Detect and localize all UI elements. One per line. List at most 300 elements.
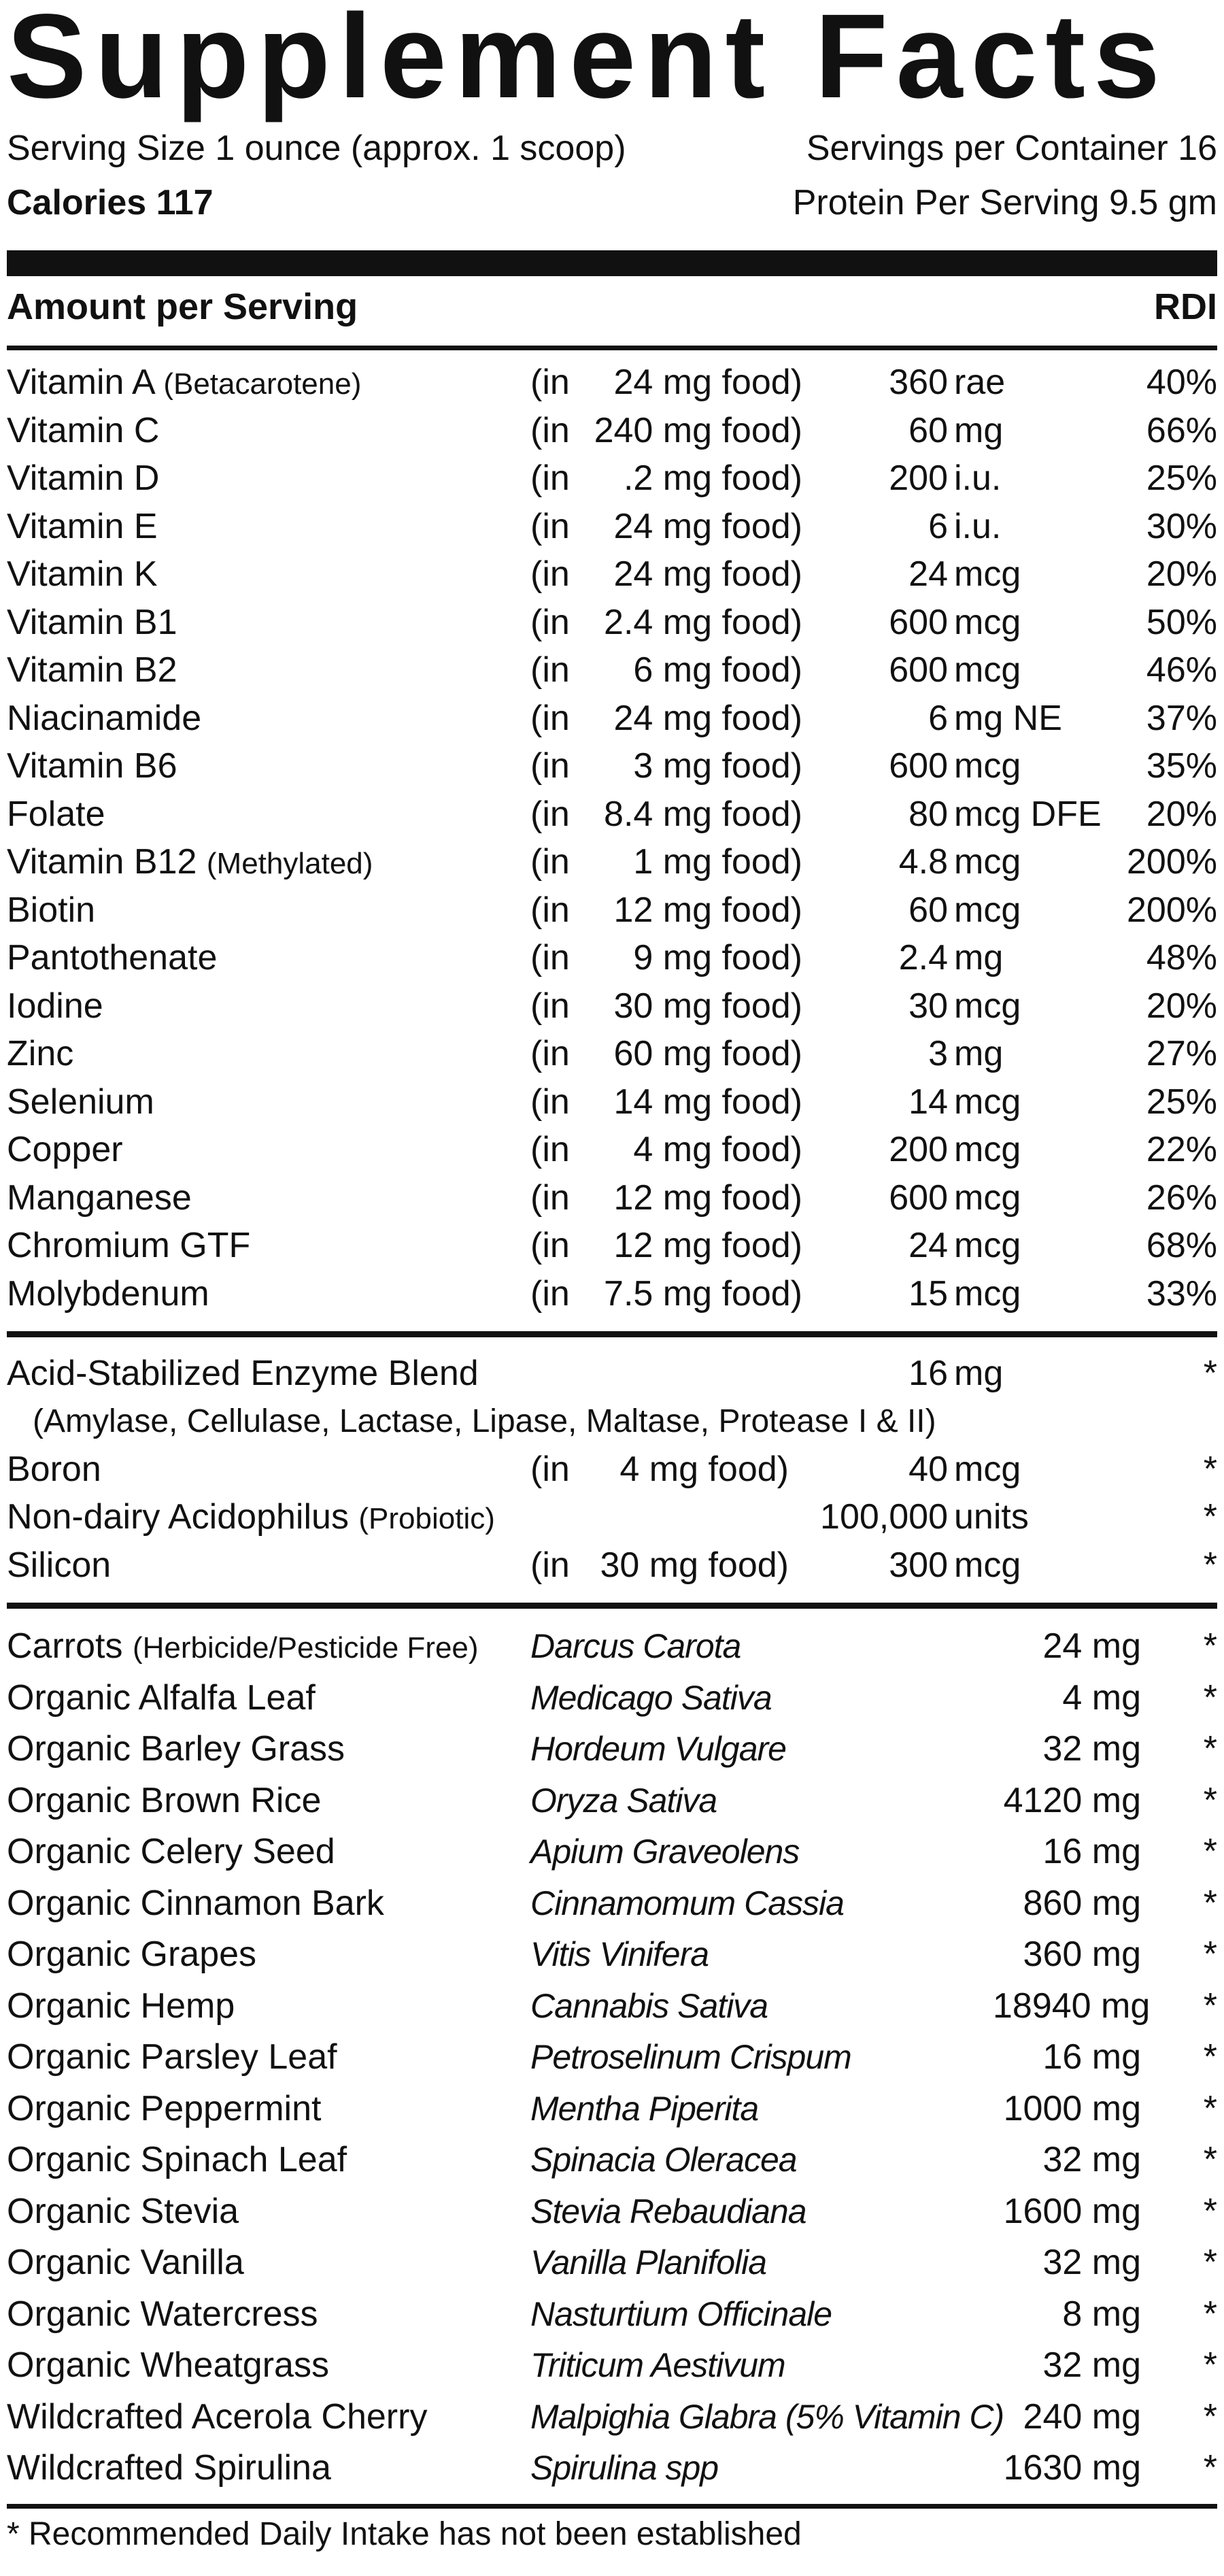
nutrient-row bbox=[7, 1445, 1217, 1494]
enzyme-detail: (Amylase, Cellulase, Lactase, Lipase, Maltase, Protease I & II) bbox=[33, 1403, 936, 1439]
food-source-prefix: (in bbox=[530, 363, 570, 402]
nutrient-name bbox=[7, 503, 158, 551]
botanical-name bbox=[7, 1775, 321, 1827]
nutrient-unit: i.u. bbox=[954, 458, 1002, 498]
serving-info-row bbox=[7, 121, 1217, 175]
servings-per-container: Servings per Container 16 bbox=[806, 129, 1217, 168]
botanical-amount: 24 mg bbox=[1042, 1626, 1141, 1666]
nutrient-unit: rae bbox=[954, 363, 1006, 402]
food-source bbox=[530, 1078, 802, 1126]
nutrient-name bbox=[7, 1030, 73, 1078]
botanical-rdi: * bbox=[1203, 1935, 1217, 1974]
botanical-row bbox=[7, 2032, 1217, 2084]
botanical-name bbox=[7, 2186, 239, 2238]
nutrient-name-text: Vitamin K bbox=[7, 554, 158, 594]
nutrient-amount: 2.4 bbox=[898, 938, 948, 977]
botanical-name bbox=[7, 2340, 329, 2392]
calories: Calories 117 bbox=[7, 183, 214, 222]
nutrient-rdi: 20% bbox=[1146, 986, 1217, 1026]
nutrient-name-text: Chromium GTF bbox=[7, 1226, 251, 1265]
food-source-prefix: (in bbox=[530, 650, 570, 690]
botanical-name bbox=[7, 2237, 244, 2289]
vitamins-section bbox=[7, 358, 1217, 1318]
nutrient-name bbox=[7, 1126, 123, 1174]
food-source-amount: 240 mg food) bbox=[594, 410, 802, 450]
botanical-latin-name: Hordeum Vulgare bbox=[530, 1730, 786, 1768]
nutrient-rdi: 35% bbox=[1146, 746, 1217, 786]
nutrient-name bbox=[7, 599, 177, 647]
amount-per-serving-label: Amount per Serving bbox=[7, 286, 358, 327]
nutrient-row bbox=[7, 1126, 1217, 1174]
botanical-rdi: * bbox=[1203, 1626, 1217, 1666]
food-source bbox=[530, 550, 802, 599]
botanical-rdi: * bbox=[1203, 1677, 1217, 1718]
protein-per-serving: Protein Per Serving 9.5 gm bbox=[792, 183, 1217, 222]
nutrient-name: Acid-Stabilized Enzyme Blend bbox=[7, 1354, 479, 1393]
nutrient-row bbox=[7, 742, 1217, 790]
nutrient-rdi: 200% bbox=[1127, 890, 1217, 930]
botanical-name bbox=[7, 2392, 427, 2443]
nutrient-name-text: Vitamin E bbox=[7, 506, 158, 546]
botanical-name-text: Organic Celery Seed bbox=[7, 1832, 335, 1871]
food-source-amount: 2.4 mg food) bbox=[604, 602, 802, 642]
nutrient-rdi: 66% bbox=[1146, 410, 1217, 450]
nutrient-name-text: Pantothenate bbox=[7, 938, 218, 977]
nutrient-row bbox=[7, 982, 1217, 1031]
nutrient-rdi: 68% bbox=[1146, 1226, 1217, 1265]
food-source-amount: 60 mg food) bbox=[613, 1034, 802, 1073]
footnote: * Recommended Daily Intake has not been established bbox=[7, 2515, 802, 2552]
food-source bbox=[530, 934, 802, 982]
nutrient-unit: mg bbox=[954, 938, 1004, 977]
botanical-rdi: * bbox=[1203, 2191, 1217, 2231]
nutrient-row bbox=[7, 1541, 1217, 1590]
food-source-amount: 24 mg food) bbox=[613, 554, 802, 594]
food-source-amount: 1 mg food) bbox=[633, 842, 802, 882]
nutrient-rdi: 30% bbox=[1146, 506, 1217, 546]
nutrient-name bbox=[7, 1493, 495, 1543]
botanical-note: (Herbicide/Pesticide Free) bbox=[132, 1631, 479, 1665]
botanical-latin-name: Stevia Rebaudiana bbox=[530, 2192, 806, 2230]
botanical-rdi: * bbox=[1203, 1883, 1217, 1923]
nutrient-unit: mcg bbox=[954, 1082, 1021, 1122]
nutrient-amount: 300 bbox=[889, 1545, 948, 1585]
botanical-name bbox=[7, 2084, 321, 2135]
botanical-amount: 4120 mg bbox=[1003, 1780, 1141, 1820]
nutrient-amount: 200 bbox=[889, 458, 948, 498]
botanical-name bbox=[7, 1826, 335, 1878]
food-source-amount: .2 mg food) bbox=[623, 458, 802, 498]
food-source bbox=[530, 1030, 802, 1078]
nutrient-rdi: * bbox=[1203, 1354, 1217, 1393]
nutrient-name bbox=[7, 886, 95, 935]
food-source-prefix: (in bbox=[530, 842, 570, 882]
nutrient-unit: mcg bbox=[954, 986, 1021, 1026]
nutrient-unit: i.u. bbox=[954, 506, 1002, 546]
botanical-rdi: * bbox=[1203, 2088, 1217, 2128]
nutrient-rdi: 26% bbox=[1146, 1177, 1217, 1218]
food-source bbox=[530, 886, 802, 935]
botanical-amount: 32 mg bbox=[1042, 2345, 1141, 2385]
botanical-amount: 860 mg bbox=[1023, 1883, 1141, 1923]
botanical-row bbox=[7, 2186, 1217, 2238]
botanical-latin-name: Apium Graveolens bbox=[530, 1833, 800, 1871]
food-source-prefix: (in bbox=[530, 986, 570, 1026]
nutrient-rdi: 25% bbox=[1146, 458, 1217, 498]
nutrient-name bbox=[7, 1445, 101, 1494]
botanical-rdi: * bbox=[1203, 1780, 1217, 1820]
botanical-name-text: Organic Alfalfa Leaf bbox=[7, 1677, 316, 1718]
nutrient-row bbox=[7, 695, 1217, 743]
food-source-prefix: (in bbox=[530, 1034, 570, 1073]
food-source bbox=[530, 695, 802, 743]
nutrient-unit: mg bbox=[954, 1034, 1004, 1073]
nutrient-row bbox=[7, 790, 1217, 839]
food-source bbox=[530, 454, 802, 503]
nutrient-amount: 600 bbox=[889, 650, 948, 690]
nutrient-name bbox=[7, 1078, 154, 1126]
botanical-rdi: * bbox=[1203, 1832, 1217, 1871]
food-source-prefix: (in bbox=[530, 746, 570, 786]
nutrient-unit: mcg bbox=[954, 746, 1021, 786]
nutrient-amount: 30 bbox=[908, 986, 948, 1026]
food-source-prefix: (in bbox=[530, 794, 570, 834]
botanical-rdi: * bbox=[1203, 2140, 1217, 2179]
nutrient-amount: 60 bbox=[908, 410, 948, 450]
food-source-amount: 14 mg food) bbox=[613, 1082, 802, 1122]
thick-divider bbox=[7, 250, 1217, 276]
rdi-label: RDI bbox=[1154, 286, 1217, 327]
botanical-latin-name: Cannabis Sativa bbox=[530, 1986, 768, 2025]
serving-size: Serving Size 1 ounce (approx. 1 scoop) bbox=[7, 129, 626, 168]
food-source bbox=[530, 790, 802, 839]
food-source bbox=[530, 646, 802, 695]
nutrient-row bbox=[7, 1030, 1217, 1078]
nutrient-amount: 80 bbox=[908, 794, 948, 834]
food-source bbox=[530, 599, 802, 647]
nutrient-rdi: 20% bbox=[1146, 554, 1217, 594]
nutrient-rdi: 200% bbox=[1127, 842, 1217, 882]
botanical-latin-name: Vanilla Planifolia bbox=[530, 2243, 767, 2281]
botanical-amount: 1600 mg bbox=[1003, 2191, 1141, 2231]
botanical-name-text: Organic Hemp bbox=[7, 1986, 235, 2026]
nutrient-name-text: Vitamin B2 bbox=[7, 650, 177, 690]
botanical-row bbox=[7, 1621, 1217, 1673]
botanical-name-text: Carrots bbox=[7, 1626, 123, 1666]
food-source bbox=[530, 1445, 789, 1494]
nutrient-row bbox=[7, 1174, 1217, 1222]
nutrient-unit: units bbox=[954, 1497, 1029, 1537]
nutrient-unit: mcg bbox=[954, 650, 1021, 690]
botanical-name-text: Organic Parsley Leaf bbox=[7, 2037, 337, 2077]
nutrient-amount: 24 bbox=[908, 1226, 948, 1265]
nutrient-name-text: Manganese bbox=[7, 1177, 192, 1218]
nutrient-name bbox=[7, 454, 159, 503]
nutrient-row bbox=[7, 1350, 1217, 1398]
food-source-amount: 12 mg food) bbox=[613, 890, 802, 930]
food-source-amount: 24 mg food) bbox=[613, 363, 802, 402]
nutrient-name bbox=[7, 1541, 111, 1590]
botanical-rdi: * bbox=[1203, 2396, 1217, 2437]
nutrient-name-text: Vitamin D bbox=[7, 458, 160, 498]
botanical-amount: 1630 mg bbox=[1003, 2448, 1141, 2488]
nutrient-name-text: Vitamin B12 bbox=[7, 842, 197, 882]
botanical-row bbox=[7, 1929, 1217, 1981]
botanical-rdi: * bbox=[1203, 2037, 1217, 2077]
nutrient-row bbox=[7, 407, 1217, 455]
nutrient-amount: 360 bbox=[889, 363, 948, 402]
botanical-amount: 8 mg bbox=[1062, 2294, 1141, 2334]
botanical-rdi: * bbox=[1203, 2243, 1217, 2282]
botanical-rdi: * bbox=[1203, 2448, 1217, 2488]
section-divider bbox=[7, 1603, 1217, 1609]
nutrient-name-text: Vitamin A bbox=[7, 363, 154, 402]
botanical-name-text: Wildcrafted Acerola Cherry bbox=[7, 2396, 428, 2437]
nutrient-amount: 60 bbox=[908, 890, 948, 930]
botanical-row bbox=[7, 1775, 1217, 1827]
nutrient-rdi: 50% bbox=[1146, 602, 1217, 642]
nutrient-unit: mcg bbox=[954, 1177, 1021, 1218]
food-source-prefix: (in bbox=[530, 1226, 570, 1265]
botanical-name bbox=[7, 1878, 384, 1930]
nutrient-unit: mg NE bbox=[954, 698, 1062, 738]
food-source bbox=[530, 407, 802, 455]
nutrient-name-text: Folate bbox=[7, 794, 105, 834]
nutrient-row bbox=[7, 358, 1217, 407]
nutrient-row bbox=[7, 1493, 1217, 1541]
nutrient-unit: mcg bbox=[954, 602, 1021, 642]
food-source bbox=[530, 1222, 802, 1270]
nutrient-name bbox=[7, 934, 217, 982]
food-source-amount: 4 mg food) bbox=[633, 1130, 802, 1169]
botanical-rdi: * bbox=[1203, 1986, 1217, 2026]
nutrient-name bbox=[7, 1222, 250, 1270]
botanical-name-text: Organic Cinnamon Bark bbox=[7, 1883, 384, 1923]
nutrient-row bbox=[7, 1222, 1217, 1270]
nutrient-name bbox=[7, 742, 177, 790]
nutrient-name-text: Biotin bbox=[7, 890, 96, 930]
botanical-name-text: Organic Barley Grass bbox=[7, 1729, 345, 1769]
botanical-name-text: Organic Wheatgrass bbox=[7, 2345, 329, 2385]
botanical-latin-name: Medicago Sativa bbox=[530, 1678, 772, 1717]
botanical-row bbox=[7, 2135, 1217, 2186]
botanical-name bbox=[7, 2135, 347, 2186]
botanical-name-text: Organic Stevia bbox=[7, 2191, 239, 2231]
nutrient-rdi: 27% bbox=[1146, 1034, 1217, 1073]
food-source bbox=[530, 1126, 802, 1174]
botanical-latin-name: Spirulina spp bbox=[530, 2449, 719, 2487]
botanical-name bbox=[7, 2443, 331, 2494]
botanical-name-text: Organic Grapes bbox=[7, 1935, 257, 1974]
botanical-latin-name: Cinnamomum Cassia bbox=[530, 1884, 844, 1922]
nutrient-name-text: Boron bbox=[7, 1449, 101, 1489]
nutrient-name bbox=[7, 646, 177, 695]
botanical-name bbox=[7, 1621, 479, 1674]
nutrient-row bbox=[7, 886, 1217, 935]
nutrient-name-text: Zinc bbox=[7, 1034, 74, 1073]
food-source-prefix: (in bbox=[530, 1273, 570, 1314]
nutrient-name-text: Iodine bbox=[7, 986, 103, 1026]
nutrient-rdi: 46% bbox=[1146, 650, 1217, 690]
food-source-amount: 12 mg food) bbox=[613, 1177, 802, 1218]
food-source-prefix: (in bbox=[530, 1082, 570, 1122]
food-source-prefix: (in bbox=[530, 602, 570, 642]
botanical-name bbox=[7, 2032, 337, 2084]
nutrient-row bbox=[7, 1078, 1217, 1126]
botanical-name bbox=[7, 1673, 316, 1724]
botanical-amount: 18940 mg bbox=[993, 1986, 1151, 2026]
food-source bbox=[530, 838, 802, 886]
nutrient-rdi: 20% bbox=[1146, 794, 1217, 834]
nutrient-amount: 600 bbox=[889, 746, 948, 786]
botanical-row bbox=[7, 1724, 1217, 1775]
food-source-prefix: (in bbox=[530, 554, 570, 594]
food-source bbox=[530, 1270, 802, 1318]
nutrient-rdi: 22% bbox=[1146, 1130, 1217, 1169]
botanical-name-text: Organic Vanilla bbox=[7, 2243, 244, 2282]
botanical-latin-name: Petroselinum Crispum bbox=[530, 2038, 851, 2076]
food-source-amount: 7.5 mg food) bbox=[604, 1273, 802, 1314]
nutrient-name bbox=[7, 1174, 192, 1222]
food-source bbox=[530, 742, 802, 790]
food-source-prefix: (in bbox=[530, 698, 570, 738]
food-source-amount: 24 mg food) bbox=[613, 506, 802, 546]
nutrient-amount: 600 bbox=[889, 602, 948, 642]
botanical-latin-name: Vitis Vinifera bbox=[530, 1935, 709, 1973]
botanical-amount: 360 mg bbox=[1023, 1935, 1141, 1974]
food-source-amount: 8.4 mg food) bbox=[604, 794, 802, 834]
botanical-row bbox=[7, 2289, 1217, 2341]
nutrient-name-text: Silicon bbox=[7, 1545, 112, 1585]
nutrient-name-text: Non-dairy Acidophilus bbox=[7, 1497, 349, 1537]
nutrient-name-text: Vitamin B1 bbox=[7, 602, 177, 642]
nutrient-amount: 6 bbox=[928, 506, 948, 546]
botanical-amount: 32 mg bbox=[1042, 1729, 1141, 1769]
nutrient-row bbox=[7, 838, 1217, 886]
nutrient-rdi: 37% bbox=[1146, 698, 1217, 738]
botanicals-section bbox=[7, 1621, 1217, 2494]
botanical-row bbox=[7, 1673, 1217, 1724]
nutrient-amount: 4.8 bbox=[898, 842, 948, 882]
nutrient-name bbox=[7, 550, 158, 599]
food-source-amount: 3 mg food) bbox=[633, 746, 802, 786]
botanical-name bbox=[7, 1724, 345, 1775]
nutrient-row bbox=[7, 934, 1217, 982]
botanical-amount: 240 mg bbox=[1023, 2396, 1141, 2437]
botanical-row bbox=[7, 2237, 1217, 2289]
nutrient-amount: 6 bbox=[928, 698, 948, 738]
section-divider bbox=[7, 1331, 1217, 1337]
nutrient-amount: 16 bbox=[908, 1354, 948, 1393]
food-source-amount: 4 mg food) bbox=[619, 1449, 789, 1489]
nutrient-name bbox=[7, 407, 159, 455]
nutrient-name-text: Selenium bbox=[7, 1082, 154, 1122]
botanical-row bbox=[7, 2084, 1217, 2135]
food-source-amount: 9 mg food) bbox=[633, 938, 802, 977]
food-source-prefix: (in bbox=[530, 1177, 570, 1218]
food-source-prefix: (in bbox=[530, 1545, 570, 1585]
nutrient-amount: 600 bbox=[889, 1177, 948, 1218]
botanical-row bbox=[7, 1878, 1217, 1930]
food-source bbox=[530, 358, 802, 407]
food-source-prefix: (in bbox=[530, 410, 570, 450]
botanical-amount: 4 mg bbox=[1062, 1677, 1141, 1718]
food-source-prefix: (in bbox=[530, 506, 570, 546]
botanical-row bbox=[7, 1826, 1217, 1878]
nutrient-unit: mcg bbox=[954, 1449, 1021, 1489]
botanical-row bbox=[7, 2340, 1217, 2392]
nutrient-amount: 100,000 bbox=[820, 1497, 948, 1537]
nutrient-name-text: Vitamin B6 bbox=[7, 746, 177, 786]
nutrient-note: (Probiotic) bbox=[358, 1502, 495, 1535]
nutrient-rdi: 40% bbox=[1146, 363, 1217, 402]
nutrient-amount: 40 bbox=[908, 1449, 948, 1489]
botanical-row bbox=[7, 2392, 1217, 2443]
food-source-prefix: (in bbox=[530, 1130, 570, 1169]
nutrient-name bbox=[7, 838, 373, 888]
nutrient-unit: mcg bbox=[954, 1545, 1021, 1585]
botanical-latin-name: Nasturtium Officinale bbox=[530, 2294, 832, 2333]
nutrient-amount: 14 bbox=[908, 1082, 948, 1122]
botanical-name bbox=[7, 2289, 318, 2341]
food-source-prefix: (in bbox=[530, 1449, 570, 1489]
nutrient-name bbox=[7, 982, 103, 1031]
nutrient-row bbox=[7, 599, 1217, 647]
nutrient-unit: mcg bbox=[954, 1273, 1021, 1314]
nutrient-rdi: 33% bbox=[1146, 1273, 1217, 1314]
food-source-amount: 24 mg food) bbox=[613, 698, 802, 738]
nutrient-name bbox=[7, 695, 201, 743]
food-source-amount: 12 mg food) bbox=[613, 1226, 802, 1265]
nutrient-rdi: 48% bbox=[1146, 938, 1217, 977]
nutrient-unit: mg bbox=[954, 410, 1004, 450]
nutrient-row bbox=[7, 503, 1217, 551]
nutrient-name bbox=[7, 790, 105, 839]
amount-header-row bbox=[7, 276, 1217, 337]
botanical-name bbox=[7, 1981, 235, 2033]
nutrient-name-text: Molybdenum bbox=[7, 1273, 209, 1314]
nutrient-unit: mcg bbox=[954, 554, 1021, 594]
botanical-amount: 16 mg bbox=[1042, 1832, 1141, 1871]
botanical-latin-name: Spinacia Oleracea bbox=[530, 2141, 797, 2179]
nutrient-row bbox=[7, 646, 1217, 695]
supplement-facts-panel bbox=[7, 0, 1217, 2560]
nutrient-note: (Betacarotene) bbox=[163, 367, 362, 401]
nutrient-amount: 24 bbox=[908, 554, 948, 594]
botanical-name bbox=[7, 1929, 256, 1981]
botanical-rdi: * bbox=[1203, 1729, 1217, 1769]
header-divider bbox=[7, 346, 1217, 350]
nutrient-note: (Methylated) bbox=[206, 847, 373, 880]
nutrient-unit: mcg bbox=[954, 1226, 1021, 1265]
nutrient-unit: mg bbox=[954, 1354, 1004, 1393]
nutrient-amount: 15 bbox=[908, 1273, 948, 1314]
nutrient-rdi: * bbox=[1203, 1545, 1217, 1585]
botanical-name-text: Organic Peppermint bbox=[7, 2088, 322, 2128]
nutrient-name-text: Niacinamide bbox=[7, 698, 202, 738]
nutrient-name-text: Vitamin C bbox=[7, 410, 160, 450]
calories-row bbox=[7, 175, 1217, 230]
food-source bbox=[530, 1174, 802, 1222]
botanical-row bbox=[7, 1981, 1217, 2033]
food-source bbox=[530, 982, 802, 1031]
nutrient-unit: mcg bbox=[954, 1130, 1021, 1169]
botanical-latin-name: Darcus Carota bbox=[530, 1627, 741, 1665]
food-source-amount: 30 mg food) bbox=[613, 986, 802, 1026]
nutrient-unit: mcg DFE bbox=[954, 794, 1102, 834]
food-source-prefix: (in bbox=[530, 890, 570, 930]
bottom-divider bbox=[7, 2504, 1217, 2509]
